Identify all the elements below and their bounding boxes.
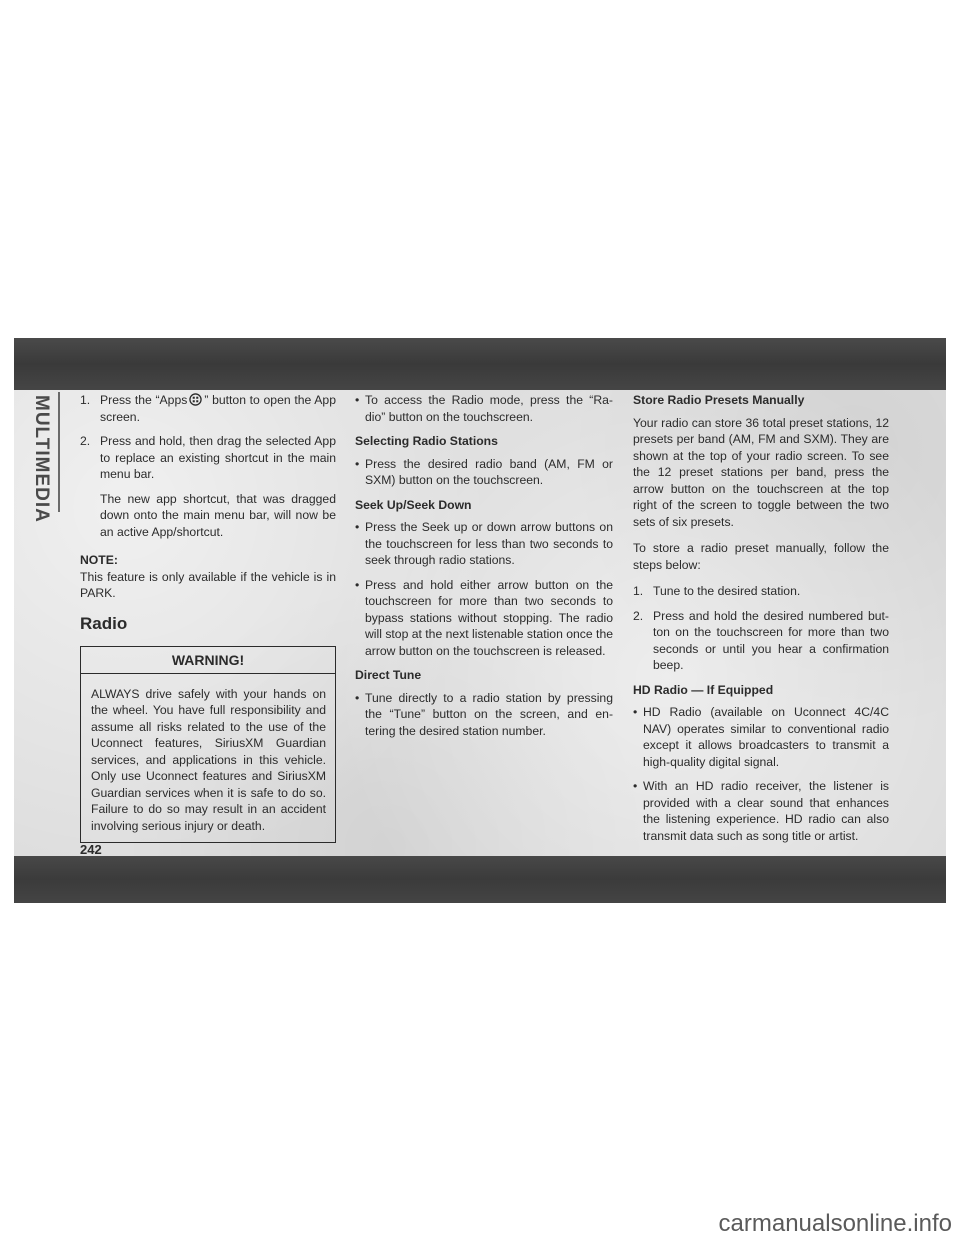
- step-text: Press and hold, then drag the selected App to replace an existing shortcut in the main menu bar.: [100, 434, 336, 481]
- subheading-seek: Seek Up/Seek Down: [355, 497, 472, 512]
- step-number: 1.: [80, 393, 91, 407]
- header-bar: [14, 338, 946, 390]
- bullet-item: [355, 519, 613, 569]
- bullet-item: [355, 577, 613, 660]
- footer-bar: [14, 856, 946, 903]
- bullet-mark: •: [355, 520, 360, 534]
- bullet-mark: •: [633, 705, 638, 719]
- column-left: [80, 392, 336, 843]
- watermark-text: carmanualsonline.info: [718, 1210, 952, 1237]
- apps-icon: [189, 393, 202, 406]
- bullet-mark: •: [355, 690, 360, 705]
- bullet-text: To access the Radio mode, press the “Ra- dio” button on the touchscreen.: [365, 393, 613, 424]
- bullet-mark: •: [633, 779, 638, 793]
- bullet-item: [355, 392, 613, 425]
- bullet-mark: •: [355, 577, 360, 592]
- step-text: Press and hold the desired numbered but- ton on the touchscreen for more than two seconds or until you hear a confirmation beep.: [653, 608, 889, 672]
- subheading-direct-tune: Direct Tune: [355, 668, 422, 682]
- step-number: 2.: [633, 608, 644, 623]
- step-text: Press the “Apps: [100, 393, 188, 407]
- warning-title: WARNING!: [81, 647, 335, 674]
- bullet-item: [355, 690, 613, 740]
- bullet-mark: •: [355, 456, 360, 471]
- bullet-item: [633, 778, 889, 844]
- bullet-text: Tune directly to a radio station by pressing the “Tune” button on the screen, and en- tering the desired station number.: [365, 690, 613, 738]
- bullet-text: With an HD radio receiver, the listener is provided with a clear sound that enhances the listening experience. HD radio can also transmit data such as song title or artist.: [643, 779, 889, 843]
- bullet-item: [355, 456, 613, 489]
- column-middle: [355, 392, 613, 747]
- subheading-hd-radio: HD Radio — If Equipped: [633, 682, 774, 697]
- bullet-text: Press the Seek up or down arrow buttons on the touchscreen for less than two seconds to seek through radio stations.: [365, 520, 613, 567]
- step-item: [80, 433, 336, 483]
- column-right: [633, 392, 889, 852]
- section-tab-rule: [58, 392, 60, 512]
- step-number: 2.: [80, 434, 91, 448]
- subheading-selecting: Selecting Radio Stations: [355, 434, 498, 448]
- note-label: NOTE:: [80, 553, 118, 567]
- warning-text: ALWAYS drive safely with your hands on the wheel. You have full responsibility and assume all risks related to the use of the Uconnect features, SiriusXM Guardian services, and applications in this vehicle. Only use Uconnect features and SiriusXM Guardian services when it is safe to do so. Failure to do so may result in an accident involving serious injury or death.: [91, 686, 326, 833]
- bullet-item: [633, 704, 889, 770]
- step-item: [80, 392, 336, 425]
- step-text-continued: ” button to open the App screen.: [100, 393, 336, 424]
- step-item: [633, 583, 889, 600]
- section-heading-radio: Radio: [80, 613, 128, 633]
- step-item: [633, 608, 889, 674]
- warning-box: [80, 646, 336, 843]
- page-number: 242: [80, 842, 102, 857]
- step-text: Tune to the desired station.: [653, 584, 801, 598]
- bullet-text: HD Radio (available on Uconnect 4C/4C NAV) operates similar to conventional radio except it allows broadcasters to transmit a high-quality digital signal.: [643, 705, 889, 769]
- section-label: MULTIMEDIA: [31, 395, 52, 523]
- step-number: 1.: [633, 584, 644, 598]
- paragraph: Your radio can store 36 total preset stations, 12 presets per band (AM, FM and SXM). They are shown at the top of your radio screen. To see the 12 preset stations per band, press the arrow button on the touchscreen at the top right of the screen to toggle between the two sets of six presets.: [633, 415, 889, 529]
- note-text: This feature is only available if the vehicle is in PARK.: [80, 569, 336, 600]
- bullet-text: Press and hold either arrow button on the touchscreen for more than two seconds to bypass stations without stopping. The radio will stop at the next listenable station once the arrow button on the touchscreen is released.: [365, 577, 613, 658]
- subheading-store-presets: Store Radio Presets Manually: [633, 393, 805, 407]
- paragraph: To store a radio preset manually, follow the steps below:: [633, 541, 889, 572]
- bullet-mark: •: [355, 393, 360, 407]
- step-followup-paragraph: The new app shortcut, that was dragged down onto the main menu bar, will now be an active App/shortcut.: [100, 491, 336, 539]
- bullet-text: Press the desired radio band (AM, FM or SXM) button on the touchscreen.: [365, 456, 613, 487]
